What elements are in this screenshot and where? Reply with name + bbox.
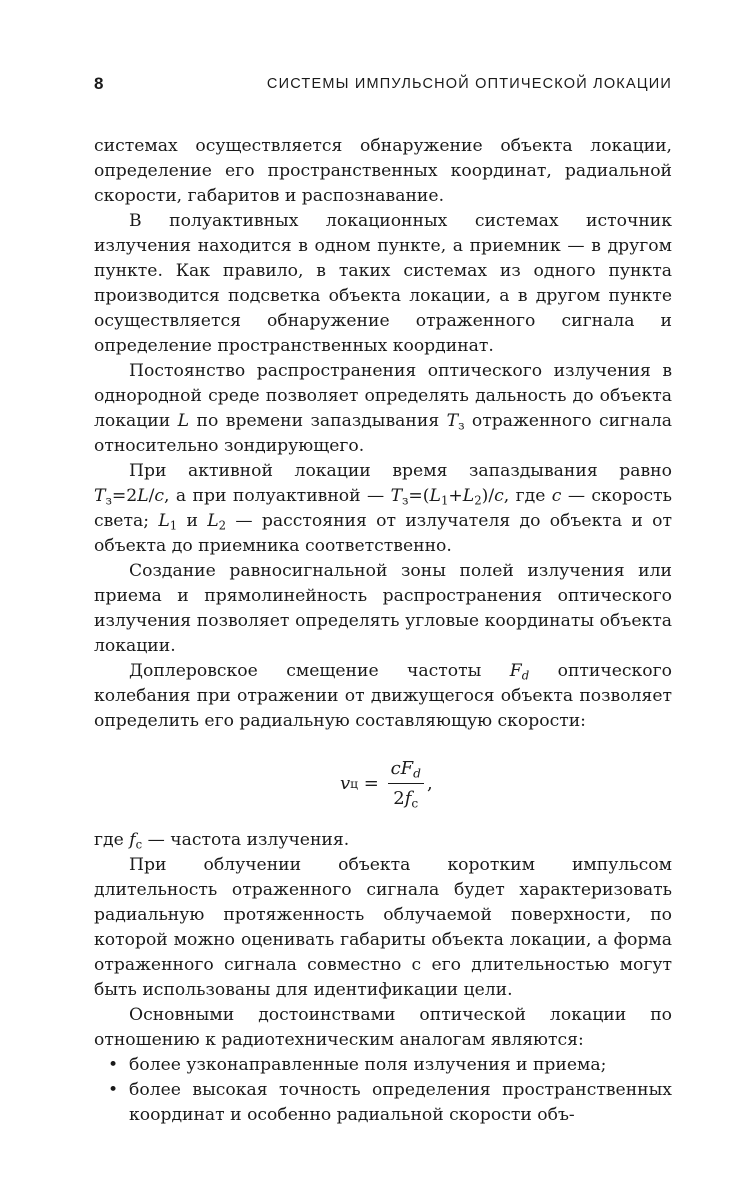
formula-equals: = (358, 773, 385, 794)
symbol-L1: L (429, 486, 441, 506)
list-item (94, 1053, 672, 1078)
p3-text-b: по времени запаздывания (189, 411, 447, 431)
p4-text-a: При активной локации время запаздывания равно (129, 461, 672, 481)
advantages-list (94, 1053, 672, 1128)
symbol-f: f (129, 830, 136, 850)
symbol-c: c (494, 486, 504, 506)
paragraph-5: Создание равносигнальной зоны полей излучения или приема и прямолинейность распространения оптического излучения позволяет определять угловые координаты объекта локации. (94, 561, 672, 656)
symbol-L2: L (207, 511, 219, 531)
p4-text-b: , а при полуактивной — (164, 486, 391, 506)
paragraph-8: При облучении объекта коротким импульсом длительность отраженного сигнала будет характеризовать радиальную протяженность облучаемой поверхности, по которой можно оценивать габариты объекта локации, а форма отраженного сигнала совместно с его длительностью могут быть использованы для идентификации цели. (94, 855, 672, 1000)
symbol-L2-sub: 2 (474, 493, 482, 508)
paragraph-3 (94, 359, 672, 459)
p4-eq1: =2 (111, 486, 138, 506)
formula-expression: v ц = $\frac{cF_d}{2f_c}$ , (340, 758, 433, 811)
paragraph-9: Основными достоинствами оптической локации по отношению к радиотехническим аналогам являются: (94, 1005, 672, 1050)
p4-eq2: =( (408, 486, 430, 506)
symbol-L2-sub: 2 (218, 518, 227, 533)
p4-text-f: — расстояния от излучателя до объекта и от объекта до приемника соответственно. (94, 511, 672, 556)
symbol-T: T (390, 486, 403, 506)
paragraph-6 (94, 659, 672, 734)
running-head: СИСТЕМЫ ИМПУЛЬСНОЙ ОПТИЧЕСКОЙ ЛОКАЦИИ (266, 76, 672, 92)
body-text (94, 134, 672, 1128)
paragraph-7 (94, 828, 672, 853)
symbol-L1-sub: 1 (440, 493, 449, 508)
paragraph-4 (94, 459, 672, 559)
formula-den-f-sub: c (411, 796, 419, 811)
list-item-text: более узконаправленные поля излучения и приема; (129, 1055, 607, 1075)
p4-text-d: , где (503, 486, 552, 506)
formula-comma: , (427, 773, 433, 794)
p4-slash: / (148, 486, 155, 506)
formula-v: v (340, 773, 351, 794)
symbol-F-sub: d (521, 668, 530, 683)
p3-text-a: Постоянство распространения оптического излучения в однородной среде позволяет определять дальность до объекта локации (94, 361, 672, 431)
bullet-icon: • (108, 1055, 119, 1075)
symbol-L: L (177, 411, 190, 431)
formula-num-F-sub: d (413, 766, 422, 781)
symbol-f-sub: с (135, 837, 143, 852)
formula-fraction (388, 756, 424, 811)
formula-den-f: f (404, 788, 412, 809)
symbol-L1: L (158, 511, 170, 531)
symbol-c: c (551, 486, 562, 506)
p7-text-b: — частота излучения. (142, 830, 350, 850)
symbol-T-sub: з (402, 493, 409, 508)
paragraph-2: В полуактивных локационных системах источник излучения находится в одном пункте, а приемник — в другом пункте. Как правило, в таких системах из одного пункта производится подсветка объекта локации, а в другом пункте осуществляется обнаружение отраженного сигнала и определение пространственных координат. (94, 211, 672, 356)
formula-num-F: F (400, 758, 414, 779)
p7-text-a: где (94, 830, 130, 850)
list-item-text: более высокая точность определения пространственных координат и особенно радиальной скорости объ- (129, 1080, 672, 1125)
symbol-F: F (509, 661, 522, 681)
symbol-L1-sub: 1 (169, 518, 178, 533)
list-item (94, 1078, 672, 1128)
p4-and: и (177, 511, 208, 531)
formula-den-2: 2 (393, 788, 405, 809)
p3-text-c: отраженного сигнала относительно зондирующего. (94, 411, 672, 456)
page-number: 8 (94, 74, 104, 93)
page-header (94, 74, 672, 98)
p6-text-a: Доплеровское смещение частоты (129, 661, 510, 681)
p4-plus: + (448, 486, 463, 506)
p6-text-b: оптического колебания при отражении от движущегося объекта позволяет определить его радиальную составляющую скорости: (94, 661, 672, 731)
formula-num-c: c (390, 758, 401, 779)
symbol-T-sub: з (458, 418, 465, 433)
paragraph-1: системах осуществляется обнаружение объекта локации, определение его пространственных координат, радиальной скорости, габаритов и распознавание. (94, 136, 672, 206)
symbol-T: T (94, 486, 106, 506)
p4-close: )/ (481, 486, 495, 506)
formula-numerator (388, 756, 424, 784)
symbol-T: T (446, 411, 459, 431)
symbol-c: c (154, 486, 165, 506)
p4-text-e: — скорость света; (94, 486, 672, 531)
bullet-icon: • (108, 1080, 119, 1100)
symbol-L2: L (462, 486, 475, 506)
doppler-formula (94, 734, 672, 828)
symbol-L: L (137, 486, 149, 506)
formula-denominator (393, 784, 418, 811)
symbol-T-sub: з (105, 493, 112, 508)
